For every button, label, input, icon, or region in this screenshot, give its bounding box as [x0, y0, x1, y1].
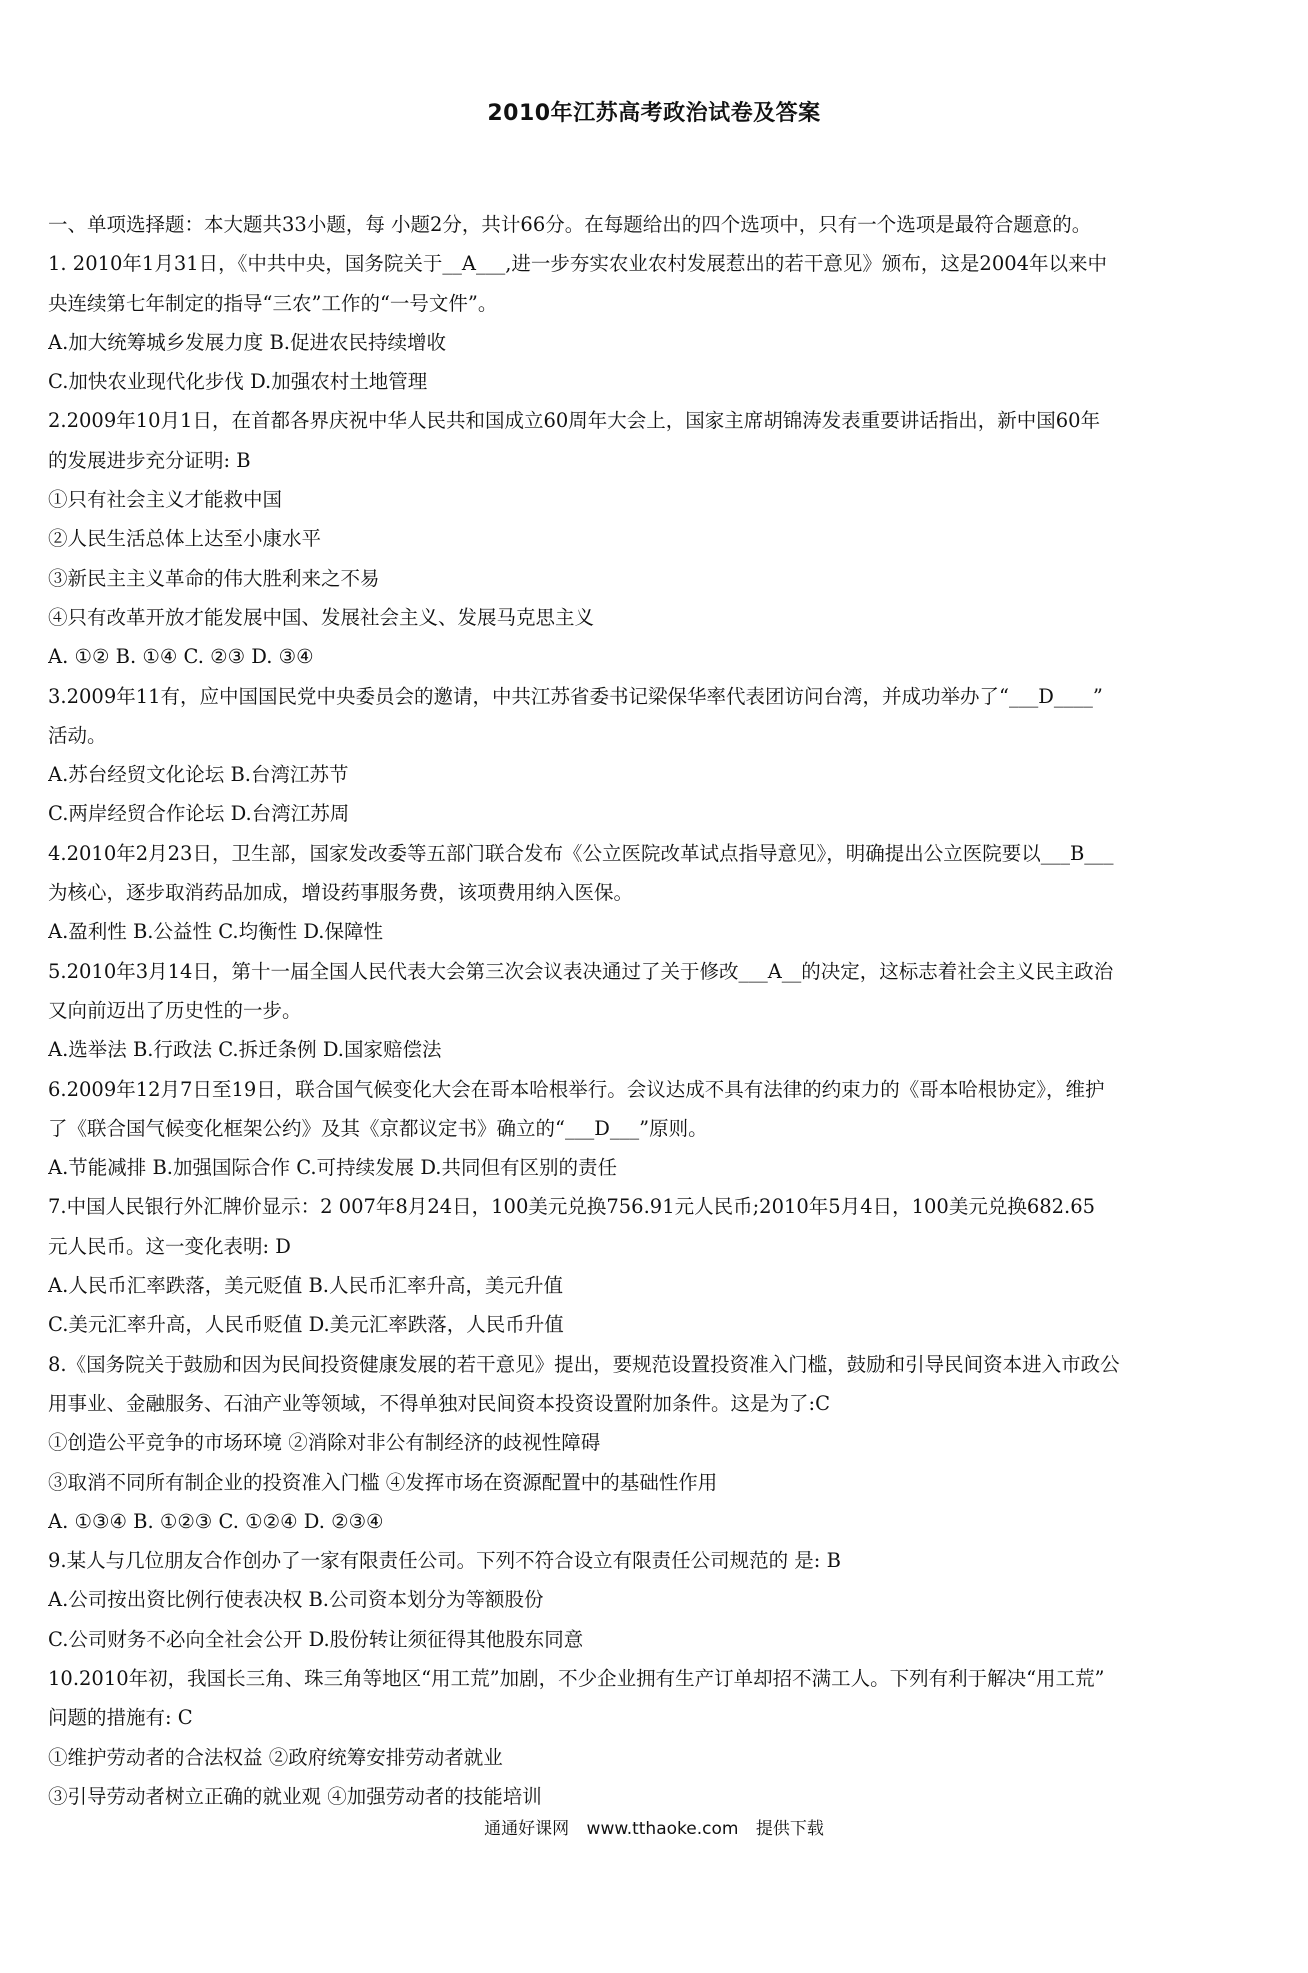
answer-options: A.选举法 B.行政法 C.拆迁条例 D.国家赔偿法: [48, 1038, 442, 1062]
answer-options: C.两岸经贸合作论坛 D.台湾江苏周: [48, 802, 350, 826]
question-stem: 了《联合国气候变化框架公约》及其《京都议定书》确立的“___D___”原则。: [48, 1116, 708, 1140]
question-5: [48, 952, 1260, 1070]
question-4: [48, 834, 1260, 952]
statement-item: ②人民生活总体上达至小康水平: [48, 527, 322, 551]
footer-url[interactable]: www.tthaoke.com: [586, 1819, 739, 1839]
question-stem: 8.《国务院关于鼓励和因为民间投资健康发展的若干意见》提出，要规范设置投资准入门槛，鼓励和引导民间资本进入市政公: [48, 1352, 1120, 1376]
question-stem: 又向前迈出了历史性的一步。: [48, 998, 302, 1022]
page-footer: [0, 1814, 1308, 1839]
question-stem: 7.中国人民银行外汇牌价显示：2 007年8月24日，100美元兑换756.91元人民币;2010年5月4日，100美元兑换682.65: [48, 1195, 1096, 1219]
footer-site-name: 通通好课网: [484, 1819, 570, 1839]
page-title: 2010年江苏高考政治试卷及答案: [487, 101, 821, 126]
question-2: [48, 401, 1260, 676]
question-stem: 用事业、金融服务、石油产业等领域，不得单独对民间资本投资设置附加条件。这是为了:C: [48, 1391, 830, 1415]
statement-item: ①只有社会主义才能救中国: [48, 488, 283, 512]
answer-options: A. ①③④ B. ①②③ C. ①②④ D. ②③④: [48, 1509, 384, 1533]
statement-item: ①创造公平竞争的市场环境 ②消除对非公有制经济的歧视性障碍: [48, 1431, 601, 1455]
question-stem: 3.2009年11有，应中国国民党中央委员会的邀请，中共江苏省委书记梁保华率代表团访问台湾，并成功举办了“___D____”: [48, 684, 1103, 708]
statement-item: ③新民主主义革命的伟大胜利来之不易: [48, 566, 380, 590]
question-stem: 10.2010年初，我国长三角、珠三角等地区“用工荒”加剧，不少企业拥有生产订单却招不满工人。下列有利于解决“用工荒”: [48, 1666, 1105, 1690]
statement-item: ③取消不同所有制企业的投资准入门槛 ④发挥市场在资源配置中的基础性作用: [48, 1470, 718, 1494]
question-6: [48, 1070, 1260, 1188]
question-stem: 问题的措施有: C: [48, 1706, 193, 1730]
question-9: [48, 1541, 1260, 1659]
answer-options: C.美元汇率升高，人民币贬值 D.美元汇率跌落，人民币升值: [48, 1313, 564, 1337]
answer-options: A.人民币汇率跌落，美元贬值 B.人民币汇率升高，美元升值: [48, 1274, 564, 1298]
section-header: 一、单项选择题：本大题共33小题，每 小题2分，共计66分。在每题给出的四个选项中，只有一个选项是最符合题意的。: [48, 213, 1092, 236]
question-stem: 央连续第七年制定的指导“三农”工作的“一号文件”。: [48, 291, 498, 315]
question-stem: 2.2009年10月1日，在首都各界庆祝中华人民共和国成立60周年大会上，国家主席胡锦涛发表重要讲话指出，新中国60年: [48, 409, 1101, 433]
question-stem: 1. 2010年1月31日，《中共中央，国务院关于__A___,进一步夯实农业农村发展惹出的若干意见》颁布，这是2004年以来中: [48, 252, 1108, 276]
question-stem: 6.2009年12月7日至19日，联合国气候变化大会在哥本哈根举行。会议达成不具有法律的约束力的《哥本哈根协定》，维护: [48, 1077, 1105, 1101]
answer-options: A.公司按出资比例行使表决权 B.公司资本划分为等额股份: [48, 1588, 544, 1612]
footer-suffix: 提供下载: [755, 1819, 824, 1839]
statement-item: ③引导劳动者树立正确的就业观 ④加强劳动者的技能培训: [48, 1784, 542, 1808]
question-stem: 的发展进步充分证明: B: [48, 448, 251, 472]
question-10: [48, 1659, 1260, 1816]
answer-options: C.加快农业现代化步伐 D.加强农村土地管理: [48, 370, 428, 394]
statement-item: ①维护劳动者的合法权益 ②政府统筹安排劳动者就业: [48, 1745, 503, 1769]
question-list: [48, 205, 1260, 1816]
answer-options: A.盈利性 B.公益性 C.均衡性 D.保障性: [48, 920, 383, 944]
question-stem: 5.2010年3月14日，第十一届全国人民代表大会第三次会议表决通过了关于修改___A__的决定，这标志着社会主义民主政治: [48, 959, 1114, 983]
question-stem: 活动。: [48, 723, 107, 747]
question-stem: 为核心，逐步取消药品加成，增设药事服务费，该项费用纳入医保。: [48, 881, 634, 905]
answer-options: C.公司财务不必向全社会公开 D.股份转让须征得其他股东同意: [48, 1627, 584, 1651]
question-stem: 9.某人与几位朋友合作创办了一家有限责任公司。下列不符合设立有限责任公司规范的 是: B: [48, 1549, 841, 1573]
answer-options: A.节能减排 B.加强国际合作 C.可持续发展 D.共同但有区别的责任: [48, 1156, 617, 1180]
answer-options: A. ①② B. ①④ C. ②③ D. ③④: [48, 645, 314, 669]
question-8: [48, 1345, 1260, 1541]
question-3: [48, 677, 1260, 834]
question-7: [48, 1187, 1260, 1344]
question-stem: 元人民币。这一变化表明: D: [48, 1234, 291, 1258]
answer-options: A.苏台经贸文化论坛 B.台湾江苏节: [48, 763, 349, 787]
question-1: [48, 244, 1260, 401]
answer-options: A.加大统筹城乡发展力度 B.促进农民持续增收: [48, 330, 447, 354]
question-stem: 4.2010年2月23日，卫生部，国家发改委等五部门联合发布《公立医院改革试点指导意见》，明确提出公立医院要以___B___: [48, 841, 1114, 865]
statement-item: ④只有改革开放才能发展中国、发展社会主义、发展马克思主义: [48, 605, 595, 629]
